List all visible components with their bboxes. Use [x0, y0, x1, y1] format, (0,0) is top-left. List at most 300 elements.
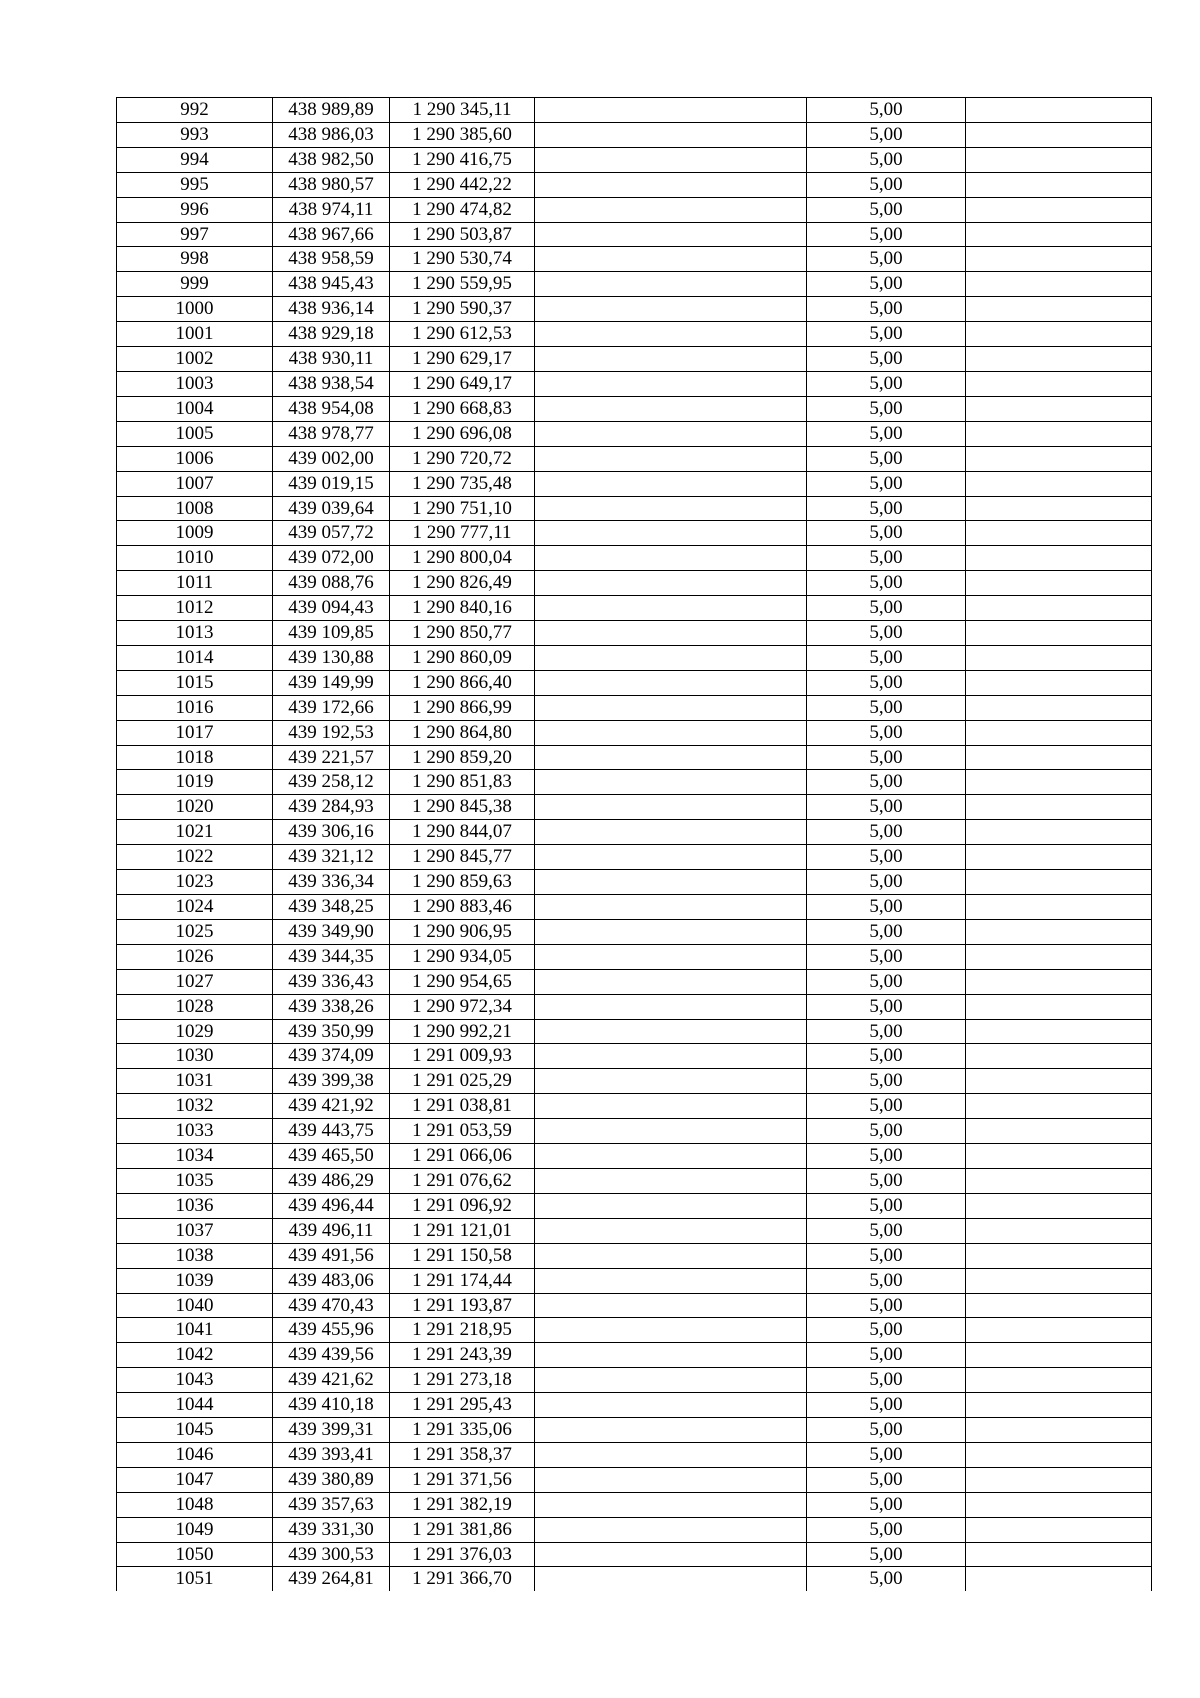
error-value-cell: 5,00 — [807, 1119, 966, 1144]
table-row — [117, 197, 1152, 222]
point-number-cell: 1003 — [117, 371, 273, 396]
description-cell — [535, 770, 807, 795]
description-cell — [535, 471, 807, 496]
table-row — [117, 621, 1152, 646]
note-cell — [966, 546, 1152, 571]
note-cell — [966, 670, 1152, 695]
error-value-cell: 5,00 — [807, 247, 966, 272]
description-cell — [535, 421, 807, 446]
x-coordinate-cell: 439 399,38 — [273, 1069, 390, 1094]
error-value-cell: 5,00 — [807, 1268, 966, 1293]
note-cell — [966, 172, 1152, 197]
description-cell — [535, 1442, 807, 1467]
error-value-cell: 5,00 — [807, 720, 966, 745]
table-row — [117, 1567, 1152, 1591]
error-value-cell: 5,00 — [807, 645, 966, 670]
y-coordinate-cell: 1 290 859,20 — [390, 745, 535, 770]
note-cell — [966, 1542, 1152, 1567]
description-cell — [535, 596, 807, 621]
error-value-cell: 5,00 — [807, 172, 966, 197]
table-row — [117, 521, 1152, 546]
description-cell — [535, 1492, 807, 1517]
x-coordinate-cell: 439 491,56 — [273, 1243, 390, 1268]
x-coordinate-cell: 439 039,64 — [273, 496, 390, 521]
y-coordinate-cell: 1 290 992,21 — [390, 1019, 535, 1044]
x-coordinate-cell: 439 496,44 — [273, 1193, 390, 1218]
coordinates-table-body — [117, 98, 1152, 1592]
point-number-cell: 1021 — [117, 820, 273, 845]
table-row — [117, 695, 1152, 720]
y-coordinate-cell: 1 290 696,08 — [390, 421, 535, 446]
x-coordinate-cell: 439 338,26 — [273, 994, 390, 1019]
x-coordinate-cell: 438 978,77 — [273, 421, 390, 446]
note-cell — [966, 371, 1152, 396]
x-coordinate-cell: 438 929,18 — [273, 322, 390, 347]
description-cell — [535, 546, 807, 571]
error-value-cell: 5,00 — [807, 1168, 966, 1193]
description-cell — [535, 297, 807, 322]
description-cell — [535, 197, 807, 222]
description-cell — [535, 1094, 807, 1119]
note-cell — [966, 1442, 1152, 1467]
note-cell — [966, 347, 1152, 372]
y-coordinate-cell: 1 290 474,82 — [390, 197, 535, 222]
table-row — [117, 770, 1152, 795]
error-value-cell: 5,00 — [807, 795, 966, 820]
y-coordinate-cell: 1 291 382,19 — [390, 1492, 535, 1517]
error-value-cell: 5,00 — [807, 1243, 966, 1268]
table-row — [117, 745, 1152, 770]
error-value-cell: 5,00 — [807, 1368, 966, 1393]
point-number-cell: 1002 — [117, 347, 273, 372]
point-number-cell: 997 — [117, 222, 273, 247]
description-cell — [535, 1019, 807, 1044]
note-cell — [966, 1268, 1152, 1293]
description-cell — [535, 820, 807, 845]
x-coordinate-cell: 439 410,18 — [273, 1393, 390, 1418]
y-coordinate-cell: 1 290 864,80 — [390, 720, 535, 745]
y-coordinate-cell: 1 290 345,11 — [390, 98, 535, 123]
note-cell — [966, 197, 1152, 222]
point-number-cell: 1029 — [117, 1019, 273, 1044]
point-number-cell: 998 — [117, 247, 273, 272]
description-cell — [535, 870, 807, 895]
point-number-cell: 1012 — [117, 596, 273, 621]
description-cell — [535, 944, 807, 969]
y-coordinate-cell: 1 291 243,39 — [390, 1343, 535, 1368]
note-cell — [966, 1069, 1152, 1094]
x-coordinate-cell: 439 088,76 — [273, 571, 390, 596]
x-coordinate-cell: 439 486,29 — [273, 1168, 390, 1193]
point-number-cell: 1019 — [117, 770, 273, 795]
note-cell — [966, 1168, 1152, 1193]
note-cell — [966, 571, 1152, 596]
note-cell — [966, 322, 1152, 347]
error-value-cell: 5,00 — [807, 919, 966, 944]
table-row — [117, 347, 1152, 372]
table-row — [117, 496, 1152, 521]
point-number-cell: 1013 — [117, 621, 273, 646]
table-row — [117, 895, 1152, 920]
description-cell — [535, 247, 807, 272]
note-cell — [966, 1567, 1152, 1591]
table-row — [117, 994, 1152, 1019]
error-value-cell: 5,00 — [807, 870, 966, 895]
error-value-cell: 5,00 — [807, 1069, 966, 1094]
error-value-cell: 5,00 — [807, 371, 966, 396]
y-coordinate-cell: 1 290 860,09 — [390, 645, 535, 670]
y-coordinate-cell: 1 291 076,62 — [390, 1168, 535, 1193]
description-cell — [535, 1418, 807, 1443]
point-number-cell: 1011 — [117, 571, 273, 596]
y-coordinate-cell: 1 290 629,17 — [390, 347, 535, 372]
table-row — [117, 247, 1152, 272]
table-row — [117, 1467, 1152, 1492]
y-coordinate-cell: 1 290 503,87 — [390, 222, 535, 247]
x-coordinate-cell: 438 986,03 — [273, 122, 390, 147]
point-number-cell: 1036 — [117, 1193, 273, 1218]
error-value-cell: 5,00 — [807, 1019, 966, 1044]
error-value-cell: 5,00 — [807, 1517, 966, 1542]
note-cell — [966, 122, 1152, 147]
error-value-cell: 5,00 — [807, 98, 966, 123]
x-coordinate-cell: 439 439,56 — [273, 1343, 390, 1368]
note-cell — [966, 247, 1152, 272]
note-cell — [966, 1144, 1152, 1169]
description-cell — [535, 670, 807, 695]
x-coordinate-cell: 439 019,15 — [273, 471, 390, 496]
error-value-cell: 5,00 — [807, 571, 966, 596]
x-coordinate-cell: 439 348,25 — [273, 895, 390, 920]
x-coordinate-cell: 439 380,89 — [273, 1467, 390, 1492]
coordinates-table — [116, 97, 1152, 1591]
note-cell — [966, 1218, 1152, 1243]
y-coordinate-cell: 1 291 218,95 — [390, 1318, 535, 1343]
error-value-cell: 5,00 — [807, 272, 966, 297]
error-value-cell: 5,00 — [807, 297, 966, 322]
table-row — [117, 596, 1152, 621]
point-number-cell: 1025 — [117, 919, 273, 944]
y-coordinate-cell: 1 290 385,60 — [390, 122, 535, 147]
description-cell — [535, 272, 807, 297]
table-row — [117, 98, 1152, 123]
description-cell — [535, 695, 807, 720]
error-value-cell: 5,00 — [807, 1144, 966, 1169]
table-row — [117, 1218, 1152, 1243]
description-cell — [535, 845, 807, 870]
y-coordinate-cell: 1 290 859,63 — [390, 870, 535, 895]
description-cell — [535, 720, 807, 745]
y-coordinate-cell: 1 291 358,37 — [390, 1442, 535, 1467]
table-row — [117, 172, 1152, 197]
note-cell — [966, 994, 1152, 1019]
point-number-cell: 1017 — [117, 720, 273, 745]
description-cell — [535, 496, 807, 521]
error-value-cell: 5,00 — [807, 1343, 966, 1368]
point-number-cell: 1048 — [117, 1492, 273, 1517]
note-cell — [966, 1243, 1152, 1268]
point-number-cell: 1046 — [117, 1442, 273, 1467]
y-coordinate-cell: 1 290 934,05 — [390, 944, 535, 969]
point-number-cell: 1040 — [117, 1293, 273, 1318]
x-coordinate-cell: 439 258,12 — [273, 770, 390, 795]
note-cell — [966, 222, 1152, 247]
table-row — [117, 720, 1152, 745]
description-cell — [535, 322, 807, 347]
point-number-cell: 1022 — [117, 845, 273, 870]
table-row — [117, 1069, 1152, 1094]
point-number-cell: 1030 — [117, 1044, 273, 1069]
point-number-cell: 1007 — [117, 471, 273, 496]
error-value-cell: 5,00 — [807, 621, 966, 646]
error-value-cell: 5,00 — [807, 1293, 966, 1318]
y-coordinate-cell: 1 291 273,18 — [390, 1368, 535, 1393]
table-row — [117, 1368, 1152, 1393]
y-coordinate-cell: 1 290 883,46 — [390, 895, 535, 920]
table-row — [117, 919, 1152, 944]
y-coordinate-cell: 1 290 751,10 — [390, 496, 535, 521]
error-value-cell: 5,00 — [807, 197, 966, 222]
note-cell — [966, 820, 1152, 845]
note-cell — [966, 845, 1152, 870]
point-number-cell: 1008 — [117, 496, 273, 521]
point-number-cell: 1035 — [117, 1168, 273, 1193]
note-cell — [966, 795, 1152, 820]
table-row — [117, 1492, 1152, 1517]
point-number-cell: 1006 — [117, 446, 273, 471]
x-coordinate-cell: 438 954,08 — [273, 396, 390, 421]
table-row — [117, 1044, 1152, 1069]
x-coordinate-cell: 439 349,90 — [273, 919, 390, 944]
table-row — [117, 820, 1152, 845]
note-cell — [966, 895, 1152, 920]
point-number-cell: 1050 — [117, 1542, 273, 1567]
y-coordinate-cell: 1 290 850,77 — [390, 621, 535, 646]
table-row — [117, 1144, 1152, 1169]
point-number-cell: 1031 — [117, 1069, 273, 1094]
y-coordinate-cell: 1 290 649,17 — [390, 371, 535, 396]
point-number-cell: 1028 — [117, 994, 273, 1019]
table-row — [117, 1243, 1152, 1268]
table-row — [117, 571, 1152, 596]
y-coordinate-cell: 1 290 954,65 — [390, 969, 535, 994]
note-cell — [966, 1492, 1152, 1517]
description-cell — [535, 1069, 807, 1094]
x-coordinate-cell: 439 331,30 — [273, 1517, 390, 1542]
x-coordinate-cell: 438 938,54 — [273, 371, 390, 396]
x-coordinate-cell: 439 399,31 — [273, 1418, 390, 1443]
y-coordinate-cell: 1 291 096,92 — [390, 1193, 535, 1218]
point-number-cell: 1024 — [117, 895, 273, 920]
description-cell — [535, 371, 807, 396]
point-number-cell: 1049 — [117, 1517, 273, 1542]
y-coordinate-cell: 1 290 840,16 — [390, 596, 535, 621]
y-coordinate-cell: 1 291 193,87 — [390, 1293, 535, 1318]
table-row — [117, 1517, 1152, 1542]
y-coordinate-cell: 1 291 371,56 — [390, 1467, 535, 1492]
y-coordinate-cell: 1 291 066,06 — [390, 1144, 535, 1169]
description-cell — [535, 521, 807, 546]
note-cell — [966, 1094, 1152, 1119]
description-cell — [535, 446, 807, 471]
note-cell — [966, 1044, 1152, 1069]
error-value-cell: 5,00 — [807, 347, 966, 372]
table-row — [117, 670, 1152, 695]
x-coordinate-cell: 439 221,57 — [273, 745, 390, 770]
point-number-cell: 1005 — [117, 421, 273, 446]
note-cell — [966, 596, 1152, 621]
error-value-cell: 5,00 — [807, 1218, 966, 1243]
point-number-cell: 1047 — [117, 1467, 273, 1492]
point-number-cell: 993 — [117, 122, 273, 147]
description-cell — [535, 1467, 807, 1492]
description-cell — [535, 1567, 807, 1591]
note-cell — [966, 645, 1152, 670]
error-value-cell: 5,00 — [807, 1442, 966, 1467]
y-coordinate-cell: 1 290 612,53 — [390, 322, 535, 347]
table-row — [117, 1094, 1152, 1119]
error-value-cell: 5,00 — [807, 1094, 966, 1119]
point-number-cell: 1020 — [117, 795, 273, 820]
x-coordinate-cell: 439 192,53 — [273, 720, 390, 745]
note-cell — [966, 1368, 1152, 1393]
x-coordinate-cell: 438 967,66 — [273, 222, 390, 247]
x-coordinate-cell: 439 357,63 — [273, 1492, 390, 1517]
note-cell — [966, 297, 1152, 322]
x-coordinate-cell: 439 421,92 — [273, 1094, 390, 1119]
note-cell — [966, 396, 1152, 421]
description-cell — [535, 795, 807, 820]
y-coordinate-cell: 1 290 777,11 — [390, 521, 535, 546]
description-cell — [535, 222, 807, 247]
error-value-cell: 5,00 — [807, 1467, 966, 1492]
description-cell — [535, 1168, 807, 1193]
point-number-cell: 992 — [117, 98, 273, 123]
description-cell — [535, 396, 807, 421]
description-cell — [535, 1193, 807, 1218]
point-number-cell: 1051 — [117, 1567, 273, 1591]
point-number-cell: 1045 — [117, 1418, 273, 1443]
y-coordinate-cell: 1 291 038,81 — [390, 1094, 535, 1119]
point-number-cell: 1001 — [117, 322, 273, 347]
point-number-cell: 999 — [117, 272, 273, 297]
y-coordinate-cell: 1 290 866,40 — [390, 670, 535, 695]
y-coordinate-cell: 1 290 844,07 — [390, 820, 535, 845]
description-cell — [535, 1268, 807, 1293]
table-row — [117, 645, 1152, 670]
description-cell — [535, 919, 807, 944]
x-coordinate-cell: 439 321,12 — [273, 845, 390, 870]
table-row — [117, 1019, 1152, 1044]
table-row — [117, 1193, 1152, 1218]
note-cell — [966, 1119, 1152, 1144]
note-cell — [966, 496, 1152, 521]
point-number-cell: 1016 — [117, 695, 273, 720]
note-cell — [966, 421, 1152, 446]
point-number-cell: 1038 — [117, 1243, 273, 1268]
note-cell — [966, 944, 1152, 969]
error-value-cell: 5,00 — [807, 496, 966, 521]
x-coordinate-cell: 439 264,81 — [273, 1567, 390, 1591]
x-coordinate-cell: 439 336,34 — [273, 870, 390, 895]
error-value-cell: 5,00 — [807, 122, 966, 147]
description-cell — [535, 122, 807, 147]
table-row — [117, 421, 1152, 446]
error-value-cell: 5,00 — [807, 1492, 966, 1517]
table-row — [117, 546, 1152, 571]
error-value-cell: 5,00 — [807, 944, 966, 969]
point-number-cell: 1037 — [117, 1218, 273, 1243]
y-coordinate-cell: 1 290 735,48 — [390, 471, 535, 496]
table-row — [117, 969, 1152, 994]
error-value-cell: 5,00 — [807, 1393, 966, 1418]
point-number-cell: 1039 — [117, 1268, 273, 1293]
y-coordinate-cell: 1 290 845,38 — [390, 795, 535, 820]
note-cell — [966, 720, 1152, 745]
x-coordinate-cell: 439 306,16 — [273, 820, 390, 845]
error-value-cell: 5,00 — [807, 471, 966, 496]
description-cell — [535, 645, 807, 670]
y-coordinate-cell: 1 290 720,72 — [390, 446, 535, 471]
note-cell — [966, 1293, 1152, 1318]
x-coordinate-cell: 439 300,53 — [273, 1542, 390, 1567]
x-coordinate-cell: 438 980,57 — [273, 172, 390, 197]
x-coordinate-cell: 439 421,62 — [273, 1368, 390, 1393]
error-value-cell: 5,00 — [807, 446, 966, 471]
table-row — [117, 1268, 1152, 1293]
note-cell — [966, 98, 1152, 123]
x-coordinate-cell: 439 496,11 — [273, 1218, 390, 1243]
y-coordinate-cell: 1 291 150,58 — [390, 1243, 535, 1268]
note-cell — [966, 1193, 1152, 1218]
x-coordinate-cell: 439 350,99 — [273, 1019, 390, 1044]
error-value-cell: 5,00 — [807, 895, 966, 920]
y-coordinate-cell: 1 291 335,06 — [390, 1418, 535, 1443]
description-cell — [535, 1343, 807, 1368]
point-number-cell: 1018 — [117, 745, 273, 770]
y-coordinate-cell: 1 290 826,49 — [390, 571, 535, 596]
description-cell — [535, 1144, 807, 1169]
x-coordinate-cell: 439 344,35 — [273, 944, 390, 969]
x-coordinate-cell: 439 094,43 — [273, 596, 390, 621]
point-number-cell: 1000 — [117, 297, 273, 322]
note-cell — [966, 1517, 1152, 1542]
description-cell — [535, 1044, 807, 1069]
table-row — [117, 870, 1152, 895]
x-coordinate-cell: 439 374,09 — [273, 1044, 390, 1069]
error-value-cell: 5,00 — [807, 596, 966, 621]
description-cell — [535, 1368, 807, 1393]
y-coordinate-cell: 1 291 366,70 — [390, 1567, 535, 1591]
x-coordinate-cell: 438 982,50 — [273, 147, 390, 172]
note-cell — [966, 1318, 1152, 1343]
point-number-cell: 1033 — [117, 1119, 273, 1144]
y-coordinate-cell: 1 291 009,93 — [390, 1044, 535, 1069]
error-value-cell: 5,00 — [807, 969, 966, 994]
y-coordinate-cell: 1 290 866,99 — [390, 695, 535, 720]
point-number-cell: 1023 — [117, 870, 273, 895]
x-coordinate-cell: 439 336,43 — [273, 969, 390, 994]
y-coordinate-cell: 1 290 972,34 — [390, 994, 535, 1019]
error-value-cell: 5,00 — [807, 845, 966, 870]
y-coordinate-cell: 1 290 845,77 — [390, 845, 535, 870]
point-number-cell: 1043 — [117, 1368, 273, 1393]
table-row — [117, 122, 1152, 147]
x-coordinate-cell: 439 172,66 — [273, 695, 390, 720]
error-value-cell: 5,00 — [807, 1418, 966, 1443]
description-cell — [535, 347, 807, 372]
error-value-cell: 5,00 — [807, 222, 966, 247]
